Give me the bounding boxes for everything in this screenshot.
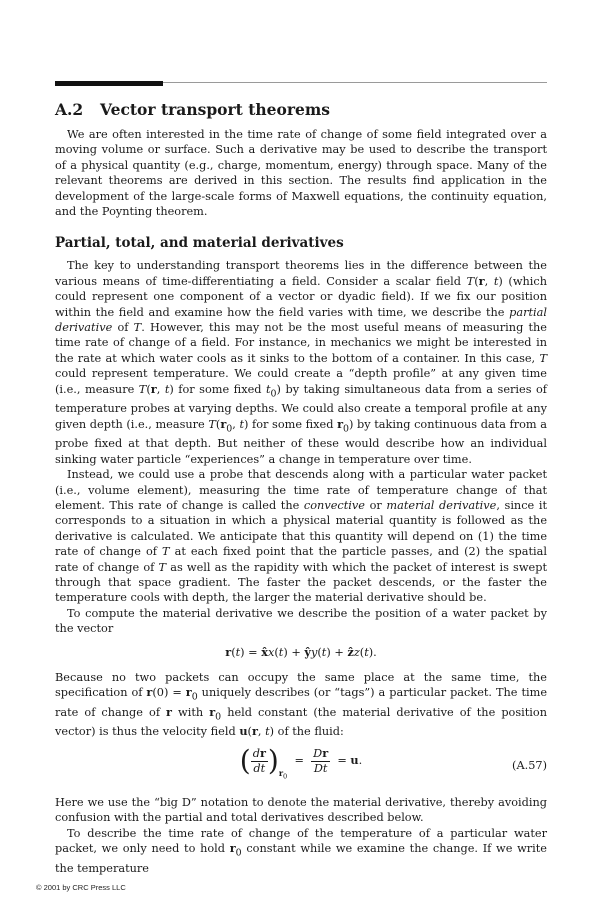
equation-position-vector: r(t) = x̂x(t) + ŷy(t) + ẑz(t). <box>225 644 377 659</box>
intro-paragraph: We are often interested in the time rate of change of some field integrated over a moving volume or surface. Such a derivative may be used to describe the transport of a physical quantity (e.g., charge, momentum, energy) through space. Many of the relevant theorems are derived in this section. The results find application in the development of the large-scale forms of Maxwell equations, the continuity equation, and the Poynting theorem. <box>55 128 547 219</box>
copyright-footer: © 2001 by CRC Press LLC <box>36 883 126 892</box>
section-title: Vector transport theorems <box>100 100 331 119</box>
section-number: A.2 <box>55 100 84 119</box>
subsection-heading: Partial, total, and material derivatives <box>55 235 344 252</box>
paragraph-material-derivative: Instead, we could use a probe that descends along with a particular water packet (i.e., volume element), measuring the time rate of temperature change of that element. This rate of change is called the convective or material derivative, since it corresponds to a situation in which a physical material quantity is followed as the derivative is calculated. We anticipate that this quantity will depend on (1) the time rate of change of T at each fixed point that the particle passes, and (2) the spatial rate of change of T as well as the rapidity with which the packet of interest is swept through that space gradient. The faster the packet descends, or the faster the temperature cools with depth, the larger the material derivative should be. <box>55 468 547 605</box>
paragraph-position-vector: To compute the material derivative we describe the position of a water packet by the vector <box>55 606 547 636</box>
equation-a57: ( $\frac{dr}{dt}$ )$_{r_0}$ = $\frac{Dr}{Dt}$ = u. (A.57) <box>239 743 547 781</box>
section-heading <box>55 100 547 120</box>
paragraph-big-d-notation: Here we use the “big D” notation to denote the material derivative, thereby avoiding confusion with the partial and total derivatives described below. <box>55 795 547 825</box>
header-rule-accent <box>55 81 163 86</box>
page-body <box>55 100 547 876</box>
equation-number: (A.57) <box>512 758 547 772</box>
paragraph-velocity-field: Because no two packets can occupy the same place at the same time, the specification of $r(0) = r_0$ uniquely describes (or “tags”) a particular packet. The time rate of change of r with $r_0$ held constant (the material derivative of the position vector) is thus the velocity field u(r, t) of the fluid: <box>55 670 548 739</box>
paragraph-temperature: To describe the time rate of change of the temperature of a particular water packet, we only need to hold $r_0$ constant while we examine the change. If we write the temperature <box>55 826 547 875</box>
paragraph-partial-derivative: The key to understanding transport theorems lies in the difference between the various means of time-differentiating a field. Consider a scalar field T(r, t) (which could represent one component of a vector or dyadic field). If we fix our position within the field and examine how the field varies with time, we describe the partial derivative of T. However, this may not be the most useful means of measuring the time rate of change of a field. For instance, in mechanics we might be interested in the rate at which water cools as it sinks to the bottom of a container. In this case, T could represent temperature. We could create a “depth profile” at any given time (i.e., measure T(r, t) for some fixed $t_0$) by taking simultaneous data from a series of temperature probes at varying depths. We could also create a temporal profile at any given depth (i.e., measure $T(r_0$, t) for some fixed $r_0$) by taking continuous data from a probe fixed at that depth. But neither of these would describe how an individual sinking water particle “experiences” a change in temperature over time. <box>55 259 547 466</box>
